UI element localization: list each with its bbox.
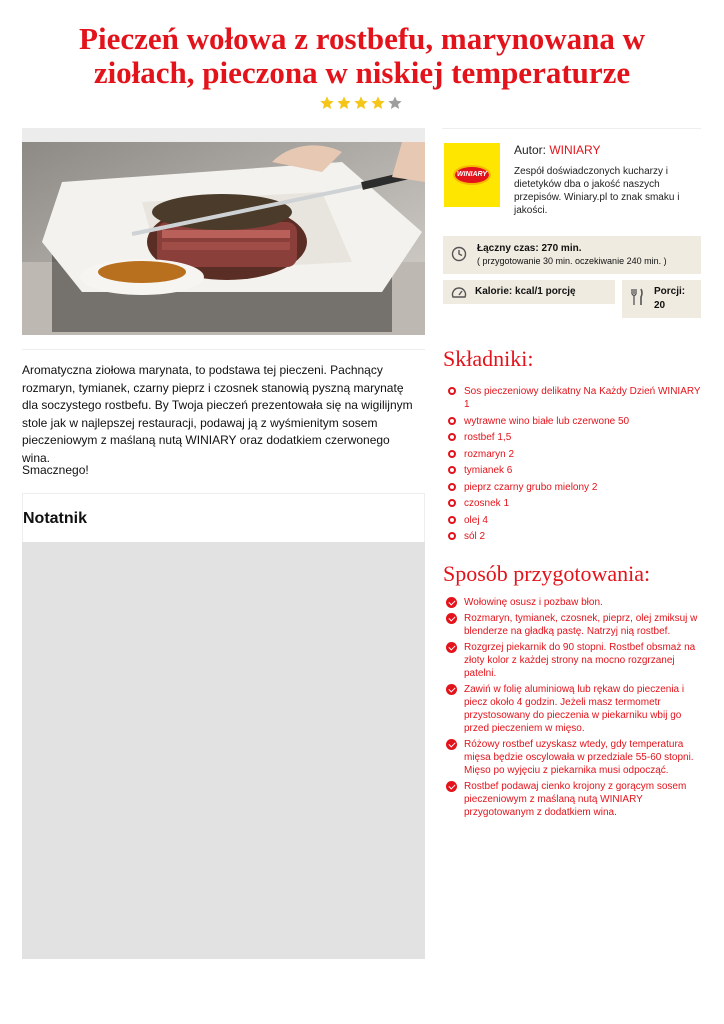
checkmark-icon[interactable] (446, 739, 457, 750)
author-card (442, 128, 701, 228)
star-icon[interactable] (319, 95, 335, 111)
calories-info (443, 280, 615, 304)
ingredient-text: sól 2 (464, 531, 486, 542)
total-time: Łączny czas: 270 min. (477, 243, 582, 254)
ingredient-text: Sos pieczeniowy delikatny Na Każdy Dzień WINIARY 1 (464, 386, 701, 410)
author-line (514, 143, 600, 157)
bullet-circle-icon (448, 516, 456, 524)
bullet-circle-icon (448, 387, 456, 395)
bullet-circle-icon (448, 483, 456, 491)
description-card (22, 349, 425, 494)
recipe-title: Pieczeń wołowa z rostbefu, marynowana w ziołach, pieczona w niskiej temperaturze (79, 21, 645, 90)
star-icon[interactable] (387, 95, 403, 111)
gauge-icon (451, 285, 467, 299)
step-text: Wołowinę osusz i pozbaw błon. (464, 597, 603, 608)
ingredient-text: pieprz czarny grubo mielony 2 (464, 481, 598, 493)
winiary-logo[interactable] (444, 143, 500, 207)
steps-list (446, 596, 702, 822)
ingredient-item (448, 481, 703, 494)
bullet-circle-icon (448, 433, 456, 441)
notes-title: Notatnik (23, 510, 87, 527)
author-description: Zespół doświadczonych kucharzy i dietetyków dba o jakość naszych przepisów. Winiary.pl to znak smaku i jakości. (514, 166, 680, 216)
step-item[interactable] (446, 780, 702, 819)
bullet-circle-icon (448, 466, 456, 474)
ingredient-text: czosnek 1 (464, 498, 510, 509)
step-text: Rozgrzej piekarnik do 90 stopni. Rostbef obsmaż na złoty kolor z każdej strony na mocno rozgrzanej patelni. (464, 642, 696, 679)
ingredient-item (448, 431, 703, 444)
step-item[interactable] (446, 683, 702, 735)
recipe-photo (22, 128, 425, 335)
checkmark-icon[interactable] (446, 781, 457, 792)
ingredient-text: rostbef 1,5 (464, 432, 512, 443)
ingredients-list (448, 385, 703, 547)
winiary-logo-oval: WINIARY (453, 165, 491, 185)
ingredient-item (448, 385, 703, 411)
ingredient-text: olej 4 (464, 514, 488, 526)
time-detail: ( przygotowanie 30 min. oczekiwanie 240 min. ) (477, 256, 667, 266)
step-text: Rostbef podawaj cienko krojony z gorącym sosem pieczeniowym z maślaną nutą WINIARY przygotowanym z dodatkiem wina. (464, 781, 687, 818)
author-label: Autor: (514, 143, 547, 157)
checkmark-icon[interactable] (446, 642, 457, 653)
clock-icon (451, 246, 467, 262)
time-info (443, 236, 701, 274)
ingredient-text: tymianek 6 (464, 465, 513, 476)
ingredient-item (448, 530, 703, 543)
bullet-circle-icon (448, 499, 456, 507)
notes-area[interactable] (22, 542, 425, 959)
checkmark-icon[interactable] (446, 613, 457, 624)
bullet-circle-icon (448, 417, 456, 425)
step-text: Różowy rostbef uzyskasz wtedy, gdy temperatura mięsa będzie oscylowała w przedziale 55-60 stopni. Mięso po wyjęciu z piekarnika musi odpocząć. (464, 739, 694, 776)
steps-title: Sposób przygotowania: (443, 561, 651, 586)
checkmark-icon[interactable] (446, 597, 457, 608)
ingredient-item (448, 464, 703, 477)
ingredient-item (448, 497, 703, 510)
servings-info (622, 280, 701, 318)
ingredients-title: Składniki: (443, 346, 534, 371)
closing-text: Smacznego! (22, 463, 89, 477)
checkmark-icon[interactable] (446, 684, 457, 695)
servings-value: 20 (654, 300, 666, 311)
notes-header (22, 494, 425, 542)
step-item[interactable] (446, 738, 702, 777)
step-item[interactable] (446, 596, 702, 609)
fork-knife-icon (630, 288, 644, 306)
ingredient-item (448, 448, 703, 461)
author-name-link[interactable]: WINIARY (549, 143, 601, 157)
ingredient-text: wytrawne wino białe lub czerwone 50 (464, 415, 630, 427)
bullet-circle-icon (448, 450, 456, 458)
step-text: Zawiń w folię aluminiową lub rękaw do pieczenia i piecz około 4 godzin. Jeżeli masz termometr przystosowany do pieczenia w piekarniku wbij go przed pieczeniem w mięso. (464, 684, 685, 734)
step-item[interactable] (446, 612, 702, 638)
ingredient-item (448, 514, 703, 527)
bullet-circle-icon (448, 532, 456, 540)
star-icon[interactable] (336, 95, 352, 111)
star-icon[interactable] (353, 95, 369, 111)
star-icon[interactable] (370, 95, 386, 111)
servings-label: Porcji: (654, 286, 686, 297)
step-text: Rozmaryn, tymianek, czosnek, pieprz, olej zmiksuj w blenderze na gładką pastę. Natrzyj nią rostbef. (464, 613, 698, 637)
rating-stars[interactable] (319, 95, 403, 111)
calories-text: Kalorie: kcal/1 porcję (475, 286, 576, 297)
ingredient-text: rozmaryn 2 (464, 448, 515, 460)
recipe-description: Aromatyczna ziołowa marynata, to podstawa tej pieczeni. Pachnący rozmaryn, tymianek, czarny pieprz i czosnek stanowią pyszną marynatę dla soczystego rostbefu. By Twoja pieczeń prezentowała się na wigilijnym stole jak w najlepszej restauracji, podawaj ją z wyśmienitym sosem pieczeniowym z maślaną nutą WINIARY oraz dodatkiem czerwonego wina. (22, 363, 413, 465)
step-item[interactable] (446, 641, 702, 680)
ingredient-item (448, 415, 703, 428)
